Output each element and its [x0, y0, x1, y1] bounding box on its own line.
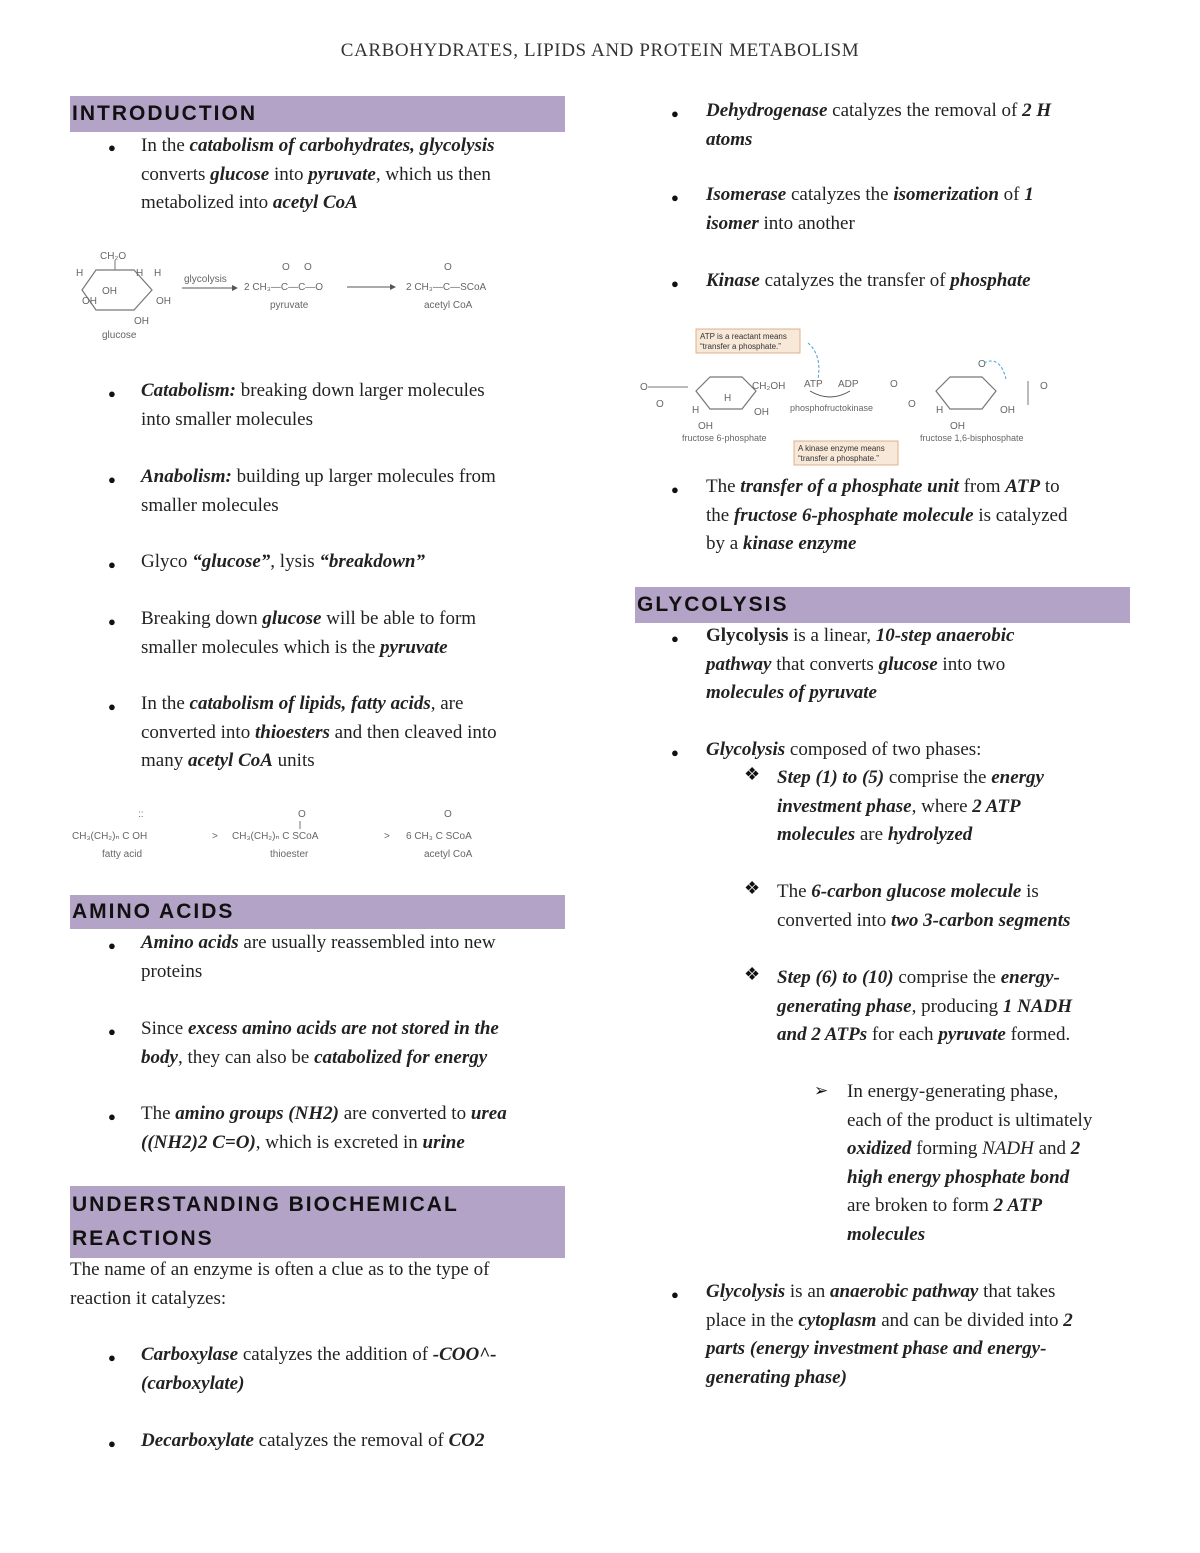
- bullet-dot: ●: [108, 386, 116, 401]
- right-bullet-dehydrogenase: Dehydrogenase catalyzes the removal of 2 H atoms: [706, 100, 1052, 150]
- svg-text:>: >: [212, 831, 218, 842]
- svg-text:pyruvate: pyruvate: [270, 300, 309, 311]
- bullet-dot: ●: [671, 482, 679, 497]
- section-header-amino-acids: AMINO ACIDS: [70, 895, 565, 929]
- svg-text:phosphofructokinase: phosphofructokinase: [790, 403, 874, 413]
- section-header-introduction: INTRODUCTION: [70, 96, 565, 132]
- amino-bullet-excess: Since excess amino acids are not stored in the body, they can also be catabolized for energy: [141, 1018, 499, 1068]
- svg-text:CH₃(CH₂)ₙ C OH: CH₃(CH₂)ₙ C OH: [72, 831, 148, 842]
- bullet-dot: ●: [108, 1350, 116, 1365]
- understand-bullet-carboxylase: Carboxylase catalyzes the addition of -COO^- (carboxylate): [141, 1344, 497, 1394]
- right-bullet-kinase: Kinase catalyzes the transfer of phosphate: [706, 270, 1031, 291]
- svg-text:O: O: [304, 262, 312, 273]
- bullet-dot: ●: [671, 106, 679, 121]
- amino-bullet-urea: The amino groups (NH2) are converted to urea ((NH2)2 C=O), which is excreted in urine: [141, 1103, 507, 1153]
- svg-text:OH: OH: [1000, 405, 1015, 416]
- svg-text:::: ::: [138, 809, 144, 820]
- svg-text:H: H: [136, 268, 144, 279]
- svg-text:OH: OH: [698, 421, 713, 432]
- intro-bullet-anabolism: Anabolism: building up larger molecules from smaller molecules: [141, 466, 496, 516]
- glyco-sub-energy-investment: Step (1) to (5) comprise the energy investment phase, where 2 ATP molecules are hydrolyzed: [777, 767, 1044, 845]
- kinase-reaction-figure: [640, 325, 1070, 470]
- understanding-intro-text: The name of an enzyme is often a clue as to the type of reaction it catalyzes:: [70, 1259, 490, 1309]
- glycolysis-reaction-figure: [72, 240, 502, 345]
- svg-text:acetyl CoA: acetyl CoA: [424, 849, 473, 860]
- glyco-bullet-two-phases: Glycolysis composed of two phases:: [706, 739, 982, 760]
- svg-text:OH: OH: [950, 421, 965, 432]
- svg-text:CH₃(CH₂)ₙ C SCoA: CH₃(CH₂)ₙ C SCoA: [232, 831, 319, 842]
- svg-text:OH: OH: [102, 286, 117, 297]
- svg-text:CH₂O: CH₂O: [100, 251, 127, 262]
- arrowhead-bullet-icon: ➢: [814, 1081, 829, 1100]
- bullet-dot: ●: [108, 1024, 116, 1039]
- svg-text:ATP: ATP: [804, 379, 823, 390]
- svg-text:OH: OH: [156, 296, 171, 307]
- section-header-understanding-reactions: UNDERSTANDING BIOCHEMICAL REACTIONS: [70, 1186, 565, 1258]
- glyco-bullet-cytoplasm: Glycolysis is an anaerobic pathway that takes place in the cytoplasm and can be divided into 2 parts (energy investment phase and energy- generating phase): [706, 1281, 1073, 1388]
- svg-text:H: H: [76, 268, 84, 279]
- bullet-dot: ●: [108, 614, 116, 629]
- svg-text:fructose 6-phosphate: fructose 6-phosphate: [682, 433, 767, 443]
- glyco-subsub-energy-generating-detail: In energy-generating phase, each of the product is ultimately oxidized forming NADH and 2 high energy phosphate bond are broken to form 2 ATP molecules: [847, 1081, 1093, 1245]
- svg-text:OH: OH: [134, 316, 149, 327]
- bullet-dot: ●: [108, 938, 116, 953]
- svg-text:ADP: ADP: [838, 379, 859, 390]
- svg-text:O: O: [908, 399, 916, 410]
- diamond-bullet-icon: ❖: [744, 764, 761, 784]
- svg-text:O: O: [282, 262, 290, 273]
- bullet-dot: ●: [108, 557, 116, 572]
- svg-text:OH: OH: [754, 407, 769, 418]
- svg-text:fructose 1,6-bisphosphate: fructose 1,6-bisphosphate: [920, 433, 1024, 443]
- bullet-dot: ●: [671, 190, 679, 205]
- bullet-dot: ●: [108, 1436, 116, 1451]
- intro-bullet-lipids: In the catabolism of lipids, fatty acids, are converted into thioesters and then cleaved into many acetyl CoA units: [141, 693, 497, 771]
- svg-text:“transfer a phosphate.”: “transfer a phosphate.”: [700, 342, 781, 351]
- svg-text:O: O: [640, 382, 648, 393]
- svg-text:glucose: glucose: [102, 330, 137, 341]
- intro-bullet-breaking-down: Breaking down glucose will be able to form smaller molecules which is the pyruvate: [141, 608, 477, 658]
- svg-text:O: O: [444, 262, 452, 273]
- svg-text:H: H: [724, 393, 732, 404]
- right-bullet-phosphate-transfer: The transfer of a phosphate unit from ATP to the fructose 6-phosphate molecule is catalyzed by a kinase enzyme: [706, 476, 1068, 554]
- diamond-bullet-icon: ❖: [744, 964, 761, 984]
- svg-text:glycolysis: glycolysis: [184, 274, 227, 285]
- bullet-dot: ●: [671, 276, 679, 291]
- bullet-dot: ●: [108, 1109, 116, 1124]
- glyco-bullet-linear-pathway: Glycolysis is a linear, 10-step anaerobic pathway that converts glucose into two molecules of pyruvate: [706, 625, 1015, 703]
- intro-bullet-glycolysis: In the catabolism of carbohydrates, glycolysis converts glucose into pyruvate, which us then metabolized into acetyl CoA: [141, 135, 495, 213]
- svg-text:O: O: [890, 379, 898, 390]
- svg-text:H: H: [692, 405, 700, 416]
- svg-text:acetyl CoA: acetyl CoA: [424, 300, 473, 311]
- bullet-dot: ●: [671, 745, 679, 760]
- amino-bullet-reassembled: Amino acids are usually reassembled into new proteins: [141, 932, 496, 982]
- svg-text:H: H: [936, 405, 944, 416]
- svg-text:O: O: [298, 809, 306, 820]
- right-bullet-isomerase: Isomerase catalyzes the isomerization of 1 isomer into another: [706, 184, 1034, 234]
- svg-text:H: H: [154, 268, 162, 279]
- page-title: CARBOHYDRATES, LIPIDS AND PROTEIN METABOLISM: [340, 40, 860, 61]
- svg-text:2 CH₃—C—SCoA: 2 CH₃—C—SCoA: [406, 282, 487, 293]
- svg-text:2 CH₃—C—C—O: 2 CH₃—C—C—O: [244, 282, 324, 293]
- glyco-sub-energy-generating: Step (6) to (10) comprise the energy- generating phase, producing 1 NADH and 2 ATPs for each pyruvate formed.: [777, 967, 1073, 1045]
- svg-text:O: O: [978, 359, 986, 370]
- svg-text:>: >: [384, 831, 390, 842]
- diamond-bullet-icon: ❖: [744, 878, 761, 898]
- svg-text:ATP is a reactant means: ATP is a reactant means: [700, 332, 787, 341]
- svg-text:fatty acid: fatty acid: [102, 849, 143, 860]
- svg-text:O: O: [444, 809, 452, 820]
- svg-text:6 CH₃ C SCoA: 6 CH₃ C SCoA: [406, 831, 472, 842]
- bullet-dot: ●: [108, 472, 116, 487]
- section-header-glycolysis: GLYCOLYSIS: [635, 587, 1130, 623]
- svg-text:thioester: thioester: [270, 849, 309, 860]
- svg-text:O: O: [656, 399, 664, 410]
- understand-bullet-decarboxylate: Decarboxylate catalyzes the removal of CO2: [141, 1430, 485, 1451]
- svg-text:CH₂OH: CH₂OH: [752, 381, 786, 392]
- svg-text:O: O: [1040, 381, 1048, 392]
- bullet-dot: ●: [108, 140, 116, 155]
- svg-text:OH: OH: [82, 296, 97, 307]
- glyco-sub-six-carbon: The 6-carbon glucose molecule is converted into two 3-carbon segments: [777, 881, 1071, 931]
- bullet-dot: ●: [671, 631, 679, 646]
- intro-bullet-glyco-lysis: Glyco “glucose”, lysis “breakdown”: [141, 551, 425, 572]
- bullet-dot: ●: [108, 699, 116, 714]
- intro-bullet-catabolism: Catabolism: breaking down larger molecules into smaller molecules: [141, 380, 485, 430]
- svg-text:“transfer a phosphate.”: “transfer a phosphate.”: [798, 454, 879, 463]
- svg-text:A kinase enzyme means: A kinase enzyme means: [798, 444, 885, 453]
- fatty-acid-reaction-figure: [72, 805, 502, 865]
- bullet-dot: ●: [671, 1287, 679, 1302]
